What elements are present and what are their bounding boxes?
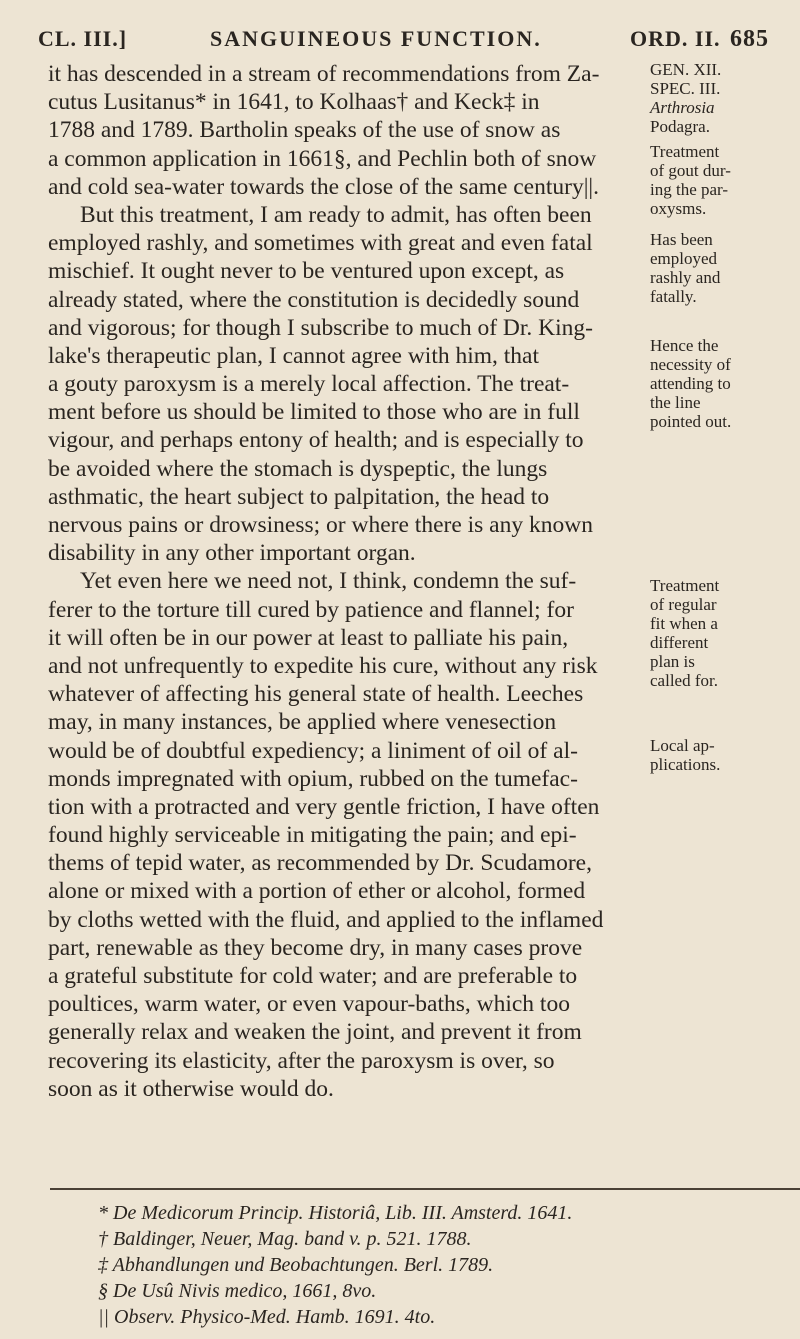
note-line: of regular [650,595,717,614]
text-line: Yet even here we need not, I think, condemn the suf- [80,568,577,595]
footnote: || Observ. Physico-Med. Hamb. 1691. 4to. [98,1306,436,1328]
text-line: a common application in 1661§, and Pechlin both of snow [48,145,597,172]
note-line: Treatment [650,576,720,595]
header-chapter: CL. III.] [38,26,128,51]
text-line: may, in many instances, be applied where venesection [48,709,557,736]
margin-note-regular-fit [650,576,800,690]
text-line: a grateful substitute for cold water; and are preferable to [48,963,578,989]
note-line: the line [650,393,701,412]
text-line: and not unfrequently to expedite his cure, without any risk [48,652,598,679]
text-line: a gouty paroxysm is a merely local affection. The treat- [48,371,570,398]
text-line: would be of doubtful expediency; a liniment of oil of al- [48,737,578,764]
margin-note-rashly [650,230,800,306]
text-line: mischief. It ought never to be ventured upon except, as [48,258,565,285]
text-line: vigour, and perhaps entony of health; and is especially to [48,427,584,454]
text-line: and vigorous; for though I subscribe to much of Dr. King- [48,314,593,341]
text-line: be avoided where the stomach is dyspeptic, the lungs [48,455,548,482]
text-line: lake's therapeutic plan, I cannot agree with him, that [48,342,540,369]
note-line: oxysms. [650,199,707,218]
note-line: plications. [650,755,721,774]
footnote-divider [50,1188,800,1190]
footnote: ‡ Abhandlungen und Beobachtungen. Berl. 1789. [98,1254,494,1276]
note-line: pointed out. [650,412,732,431]
text-line: and cold sea-water towards the close of the same century||. [48,173,599,200]
text-line: by cloths wetted with the fluid, and applied to the inflamed [48,906,604,933]
header-title: SANGUINEOUS FUNCTION. [210,26,542,51]
note-line: SPEC. III. [650,79,721,98]
text-line: soon as it otherwise would do. [48,1075,334,1102]
note-line: plan is [650,652,695,671]
note-line: ing the par- [650,180,729,199]
text-line: thems of tepid water, as recommended by Dr. Scudamore, [48,850,592,877]
note-line: attending to [650,374,731,393]
text-line: asthmatic, the heart subject to palpitation, the head to [48,483,550,510]
note-line: Arthrosia [650,98,715,117]
note-line: employed [650,249,718,268]
text-line: disability in any other important organ. [48,540,416,567]
text-line: ment before us should be limited to those who are in full [48,399,580,426]
text-line: ferer to the torture till cured by patience and flannel; for [48,596,574,623]
footnote: § De Usû Nivis medico, 1661, 8vo. [98,1280,377,1302]
text-line: found highly serviceable in mitigating the pain; and epi- [48,822,577,849]
text-line: already stated, where the constitution is decidedly sound [48,286,580,313]
note-line: Has been [650,230,713,249]
text-line: 1788 and 1789. Bartholin speaks of the use of snow as [48,117,561,144]
text-line: tion with a protracted and very gentle friction, I have often [48,793,600,820]
footnote: † Baldinger, Neuer, Mag. band v. p. 521. 1788. [98,1228,472,1250]
text-line: monds impregnated with opium, rubbed on the tumefac- [48,765,578,792]
running-header [30,12,790,52]
note-line: fatally. [650,287,697,306]
note-line: Local ap- [650,736,715,755]
footnotes [98,1200,738,1330]
text-line: whatever of affecting his general state of health. Leeches [48,681,584,708]
text-line: it will often be in our power at least to palliate his pain, [48,624,569,651]
text-line: part, renewable as they become dry, in many cases prove [48,934,583,961]
note-line: Hence the [650,336,719,355]
note-line: Treatment [650,142,720,161]
text-line: nervous pains or drowsiness; or where there is any known [48,512,593,538]
margin-note-classification [650,60,800,136]
footnote: * De Medicorum Princip. Historiâ, Lib. III. Amsterd. 1641. [98,1202,573,1224]
text-line: cutus Lusitanus* in 1641, to Kolhaas† and Keck‡ in [48,89,540,116]
note-line: of gout dur- [650,161,731,180]
text-line: poultices, warm water, or even vapour-baths, which too [48,991,570,1018]
note-line: fit when a [650,614,718,633]
note-line: Podagra. [650,117,710,136]
main-text [48,60,648,1103]
text-line: alone or mixed with a portion of ether or alcohol, formed [48,878,586,905]
text-line: employed rashly, and sometimes with great and even fatal [48,230,593,257]
margin-note-treatment [650,142,800,218]
page-number: 685 [730,26,769,52]
note-line: called for. [650,671,718,690]
text-line: But this treatment, I am ready to admit, has often been [80,201,592,228]
note-line: rashly and [650,268,721,287]
note-line: GEN. XII. [650,60,722,79]
text-line: it has descended in a stream of recommendations from Za- [48,61,600,87]
note-line: necessity of [650,355,731,374]
margin-note-necessity [650,336,800,431]
header-order: ORD. II. [630,26,721,51]
note-line: different [650,633,709,652]
margin-note-local [650,736,800,774]
text-line: recovering its elasticity, after the paroxysm is over, so [48,1047,555,1074]
text-line: generally relax and weaken the joint, and prevent it from [48,1019,582,1046]
